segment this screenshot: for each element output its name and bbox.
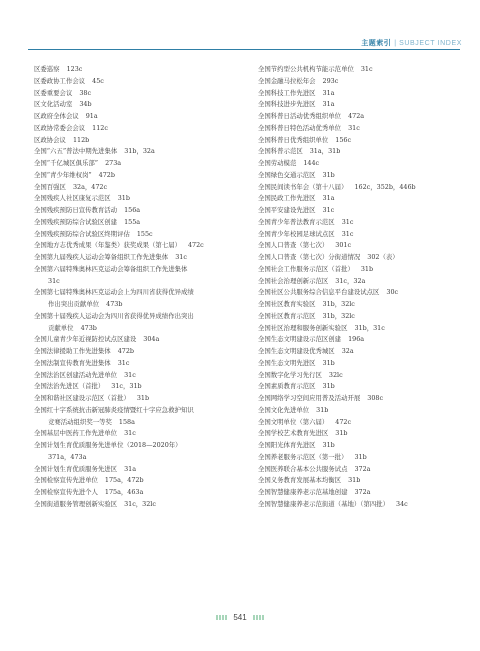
index-entry-pages: 372a <box>354 488 371 496</box>
index-entry <box>34 88 242 100</box>
index-entry <box>258 264 463 276</box>
index-entry <box>258 252 463 264</box>
index-entry-pages: 175a，472b <box>104 476 144 485</box>
index-entry-text: 全国街道服务管理创新实验区 <box>34 499 118 508</box>
index-entry-pages: 112b <box>72 135 90 144</box>
index-entry <box>258 464 463 476</box>
index-entry-text: 区政协常委会会议 <box>34 123 86 132</box>
index-entry-text: 全国儿童青少年近视防控试点区建设 <box>34 335 137 344</box>
index-entry <box>34 417 242 429</box>
index-entry-pages: 31c，32a <box>335 276 366 285</box>
index-entry <box>258 193 463 205</box>
index-entry-text: 全国科普日活动优秀组织单位 <box>258 112 342 120</box>
index-entry <box>258 417 463 429</box>
index-entry <box>34 405 242 417</box>
index-entry-pages: 31a <box>322 194 335 203</box>
index-entry-pages: 31c <box>124 429 136 438</box>
running-header <box>361 38 462 48</box>
index-entry <box>258 428 463 440</box>
index-entry-pages: 144c <box>303 159 320 167</box>
index-entry-pages: 91a <box>85 112 98 120</box>
index-entry <box>258 276 463 288</box>
index-entry <box>34 475 242 487</box>
index-entry-pages: 34c <box>396 499 408 508</box>
index-entry <box>34 252 242 264</box>
index-entry-pages: 31b <box>322 358 335 367</box>
index-entry-text: 全国人口普查（第七次） <box>258 241 329 250</box>
index-entry <box>258 323 463 335</box>
footer-ornament-left <box>216 615 227 620</box>
index-entry-text: 全国数字化学习先行区 <box>258 370 322 379</box>
index-entry-pages: 30c <box>386 288 399 297</box>
index-entry-pages: 158a <box>118 417 135 426</box>
index-entry-pages: 31b，31c <box>354 323 385 332</box>
index-entry-pages: 31b <box>316 405 329 414</box>
index-entry <box>34 111 242 123</box>
index-entry <box>34 135 242 147</box>
index-entry-text: 全国科技进步先进区 <box>258 100 316 109</box>
header-separator: | <box>394 40 397 47</box>
index-entry <box>34 299 242 311</box>
index-entry <box>34 276 242 288</box>
index-entry <box>34 452 242 464</box>
index-entry-text: 全国残疾预防日宣传教育活动 <box>34 206 118 214</box>
index-entry-pages: 45c <box>92 76 104 85</box>
index-entry-pages: 31b <box>322 382 335 391</box>
index-entry-text: 全国阳光体育先进区 <box>258 441 316 449</box>
index-entry-pages: 473b <box>80 323 97 332</box>
index-entry-text: 全国“千亿城区俱乐部” <box>34 159 99 167</box>
index-entry <box>258 135 463 147</box>
index-entry-pages: 472a <box>348 112 365 120</box>
index-entry-pages: 31c <box>341 217 354 226</box>
index-entry-pages: 31c，32lc <box>124 499 156 508</box>
index-entry-text: 全国“六五”普法中期先进集体 <box>34 147 118 156</box>
index-entry-text: 全国科普日特色活动优秀单位 <box>258 123 342 132</box>
index-entry <box>34 64 242 76</box>
index-entry-text: 全国计划生育优质服务先进区 <box>34 464 118 473</box>
index-entry-text: 全国法律援助工作先进集体 <box>34 347 111 355</box>
index-entry-pages: 31a <box>124 464 137 473</box>
index-entry-text: 全国科普日优秀组织单位 <box>258 135 329 144</box>
index-entry-pages: 31b <box>354 452 367 461</box>
index-entry-text: 全国“青少年维权岗” <box>34 170 92 179</box>
index-entry-pages: 31b，32a <box>124 147 155 156</box>
index-entry-pages: 123c <box>66 65 83 73</box>
index-entry-text: 作出突出贡献单位 <box>48 300 100 308</box>
index-entry <box>258 405 463 417</box>
index-entry <box>34 123 242 135</box>
index-entry-text: 全国残疾预防综合试验区创建 <box>34 217 118 226</box>
index-entry-text: 区政府全体会议 <box>34 112 79 120</box>
index-entry-text: 全国法治区创建活动先进单位 <box>34 370 118 379</box>
index-entry-pages: 31b，32lc <box>322 300 355 308</box>
index-entry-pages: 31c <box>48 276 60 285</box>
index-entry-pages: 156c <box>335 135 352 144</box>
index-entry <box>34 205 242 217</box>
index-entry-pages: 302（表） <box>367 253 399 261</box>
index-entry-pages: 31c <box>124 370 136 379</box>
index-entry-text: 全国青少年校园足球试点区 <box>258 229 335 238</box>
index-entry <box>258 346 463 358</box>
index-entry <box>258 123 463 135</box>
index-entry <box>34 381 242 393</box>
index-entry <box>258 452 463 464</box>
index-entry-text: 全国和谐社区建设示范区（首批） <box>34 394 130 402</box>
index-entry-text: 全国残疾人社区康复示范区 <box>34 194 111 203</box>
index-entry-text: 全国青少年普法教育示范区 <box>258 217 335 226</box>
index-entry-pages: 304a <box>143 335 160 344</box>
index-entry-text: 全国养老服务示范区（第一批） <box>258 452 348 461</box>
index-entry-pages: 473b <box>106 300 123 308</box>
index-column-right <box>258 64 463 511</box>
index-entry-text: 全国生态文明先进区 <box>258 358 316 367</box>
index-entry-text: 全国法制宣传教育先进集体 <box>34 358 111 367</box>
index-entry-text: 全国第六届特殊奥林匹克运动会筹备组织工作先进集体 <box>34 264 188 273</box>
index-entry-pages: 31b <box>117 194 130 203</box>
index-entry <box>258 299 463 311</box>
index-entry-pages: 472c <box>187 241 204 250</box>
index-entry-pages: 155a <box>124 217 141 226</box>
index-entry-text: 全国民间读书年会（第十八届） <box>258 182 348 191</box>
index-entry <box>34 170 242 182</box>
index-entry <box>258 287 463 299</box>
index-entry <box>34 311 242 323</box>
index-entry <box>258 217 463 229</box>
index-entry <box>34 217 242 229</box>
index-entry-text: 全国生态文明建设优秀城区 <box>258 347 335 355</box>
index-entry-text: 区委巡察 <box>34 65 60 73</box>
index-entry-text: 全国平安建设先进区 <box>258 206 316 214</box>
index-entry-text: 全国社会治理创新示范区 <box>258 276 329 285</box>
index-entry <box>258 499 463 511</box>
index-entry-text: 全国百强区 <box>34 182 66 191</box>
index-entry <box>34 464 242 476</box>
index-entry-text: 全国社会工作服务示范区（首批） <box>258 264 354 273</box>
index-entry-text: 全国人口普查（第七次）分街道情况 <box>258 253 361 261</box>
index-entry-text: 全国素质教育示范区 <box>258 382 316 391</box>
index-entry-text: 全国网络学习空间应用普及活动开展 <box>258 394 361 402</box>
index-entry-text: 全国学校艺术教育先进区 <box>258 429 329 438</box>
index-entry-pages: 31c <box>175 253 187 261</box>
index-entry-text: 全国红十字系统抗击新冠肺炎疫情暨红十字应急救护知识 <box>34 405 194 414</box>
page-footer <box>0 613 480 622</box>
index-entry-pages: 31c <box>360 65 373 73</box>
index-entry-text: 全国义务教育发展基本均衡区 <box>258 476 342 485</box>
index-entry <box>34 240 242 252</box>
index-entry-pages: 155c <box>136 229 153 238</box>
index-entry-text: 全国节约型公共机构节能示范单位 <box>258 65 354 73</box>
index-entry-text: 全国基层中医药工作先进单位 <box>34 429 118 438</box>
index-entry-pages: 273a <box>105 159 122 167</box>
index-entry-text: 全国社区教育示范区 <box>258 311 316 320</box>
index-entry-pages: 31a，31b <box>309 147 341 156</box>
index-entry-pages: 31b <box>360 264 374 273</box>
index-entry-pages: 162c，352b，446b <box>354 182 416 191</box>
index-entry <box>258 381 463 393</box>
index-entry-pages: 31b <box>322 441 335 449</box>
index-entry <box>34 334 242 346</box>
index-entry-pages: 31b，32lc <box>322 311 355 320</box>
index-entry-pages: 293c <box>322 76 339 85</box>
index-entry-pages: 32a，472c <box>72 182 108 191</box>
index-entry <box>34 182 242 194</box>
index-entry-pages: 31b <box>335 429 348 438</box>
index-entry-text: 全国绿色交通示范区 <box>258 170 316 179</box>
index-entry-pages: 31b <box>322 170 335 179</box>
index-entry-pages: 34b <box>79 100 92 109</box>
index-entry-text: 全国社区治理和服务创新实验区 <box>258 323 348 332</box>
index-entry-text: 全国金融马拉松年会 <box>258 76 316 85</box>
index-entry <box>258 487 463 499</box>
index-entry-pages: 31a <box>322 100 335 109</box>
index-entry-text: 全国社区教育实验区 <box>258 300 316 308</box>
index-entry-pages: 31a <box>322 88 335 97</box>
index-entry-text: 全国社区公共服务综合信息平台建设试点区 <box>258 288 380 297</box>
index-entry <box>34 146 242 158</box>
index-entry-text: 全国民政工作先进区 <box>258 194 316 203</box>
index-entry <box>258 88 463 100</box>
index-entry <box>34 287 242 299</box>
index-entry <box>34 76 242 88</box>
index-entry-pages: 32a <box>341 347 354 355</box>
index-entry-text: 全国医养联合基本公共服务试点 <box>258 464 348 473</box>
index-entry <box>258 440 463 452</box>
index-entry-pages: 156a <box>124 206 141 214</box>
index-entry <box>258 111 463 123</box>
index-entry <box>258 370 463 382</box>
index-entry <box>34 346 242 358</box>
index-entry-pages: 31c <box>341 229 354 238</box>
header-title-en: SUBJECT INDEX <box>399 40 462 47</box>
index-entry <box>258 99 463 111</box>
index-entry <box>34 499 242 511</box>
index-entry-pages: 196a <box>348 335 365 344</box>
index-entry <box>258 475 463 487</box>
index-entry-text: 全国残疾预防综合试验区终期评估 <box>34 229 130 238</box>
index-entry-text: 全国科技工作先进区 <box>258 88 316 97</box>
index-entry <box>34 440 242 452</box>
index-entry-pages: 472b <box>98 170 115 179</box>
index-entry-pages: 31c <box>117 358 130 367</box>
index-entry-text: 全国智慧健康养老示范基地创建 <box>258 488 348 496</box>
index-entry <box>258 170 463 182</box>
index-entry <box>34 264 242 276</box>
index-entry <box>258 205 463 217</box>
index-entry <box>34 229 242 241</box>
index-entry <box>258 146 463 158</box>
index-entry-pages: 112c <box>92 123 108 132</box>
index-entry <box>34 323 242 335</box>
index-entry-text: 全国文明单位（第六届） <box>258 417 329 426</box>
index-entry-text: 全国检察宣传先进个人 <box>34 488 98 496</box>
header-title-cn: 主题索引 <box>361 40 392 47</box>
index-entry-pages: 31b <box>136 394 150 402</box>
index-entry <box>34 158 242 170</box>
index-entry <box>34 487 242 499</box>
index-entry-pages: 372a <box>354 464 371 473</box>
header-rule <box>28 49 460 50</box>
index-entry-text: 竞赛活动组织奖一等奖 <box>48 417 112 426</box>
index-entry <box>258 311 463 323</box>
index-entry-text: 全国第九届残疾人运动会筹备组织工作先进集体 <box>34 253 169 261</box>
index-entry-text: 区委重要会议 <box>34 88 73 97</box>
index-entry-pages: 31b <box>348 476 361 485</box>
index-entry-text: 全国科普示范区 <box>258 147 303 156</box>
index-entry-pages: 38c <box>79 88 92 97</box>
index-entry-pages: 472b <box>117 347 134 355</box>
index-entry-text: 全国计划生育优质服务先进单位（2018—2020年） <box>34 441 182 449</box>
index-entry-text: 全国劳动模范 <box>258 159 297 167</box>
index-entry-text: 全国智慧健康养老示范街道（基地）（第四批） <box>258 499 390 508</box>
index-entry <box>258 229 463 241</box>
index-entry-text: 全国地方志优秀成果（年鉴类）获奖成果（第七届） <box>34 241 181 250</box>
index-entry-text: 区委政协工作会议 <box>34 76 86 85</box>
index-entry-pages: 32lc <box>328 370 343 379</box>
index-entry <box>34 428 242 440</box>
footer-ornament-right <box>253 615 264 620</box>
index-entry-text: 全国第七届特殊奥林匹克运动会上为四川省获得优异成绩 <box>34 288 194 297</box>
index-entry <box>258 158 463 170</box>
page-number: 541 <box>233 613 247 622</box>
index-entry-pages: 31c <box>348 123 360 132</box>
index-entry-text: 全国文化先进单位 <box>258 405 310 414</box>
index-entry <box>34 193 242 205</box>
index-entry-text: 全国法治先进区（首批） <box>34 382 105 391</box>
index-entry-text: 全国检察宣传先进单位 <box>34 476 98 485</box>
index-entry-pages: 31c <box>322 206 335 214</box>
index-entry-pages: 31c，31b <box>111 382 142 391</box>
index-entry <box>258 182 463 194</box>
index-entry <box>258 334 463 346</box>
index-entry-text: 区政协会议 <box>34 135 66 144</box>
index-entry-pages: 301c <box>335 241 352 250</box>
index-entry-text: 全国生态文明建设示范区创建 <box>258 335 342 344</box>
index-entry-pages: 175a，463a <box>104 488 144 496</box>
index-entry <box>258 240 463 252</box>
index-entry <box>34 358 242 370</box>
index-entry <box>258 76 463 88</box>
index-column-left <box>34 64 242 511</box>
index-entry <box>34 99 242 111</box>
index-entry-text: 全国第十届残疾人运动会为四川省获得优异成绩作出突出 <box>34 311 194 320</box>
index-entry-pages: 308c <box>367 394 384 402</box>
index-entry <box>258 393 463 405</box>
index-entry-pages: 472c <box>335 417 352 426</box>
index-entry <box>34 370 242 382</box>
index-entry-text: 371a，473a <box>48 452 87 461</box>
index-entry-text: 贡献单位 <box>48 323 74 332</box>
index-entry-text: 区文化活动室 <box>34 100 73 109</box>
index-entry <box>258 64 463 76</box>
index-entry <box>258 358 463 370</box>
index-entry <box>34 393 242 405</box>
